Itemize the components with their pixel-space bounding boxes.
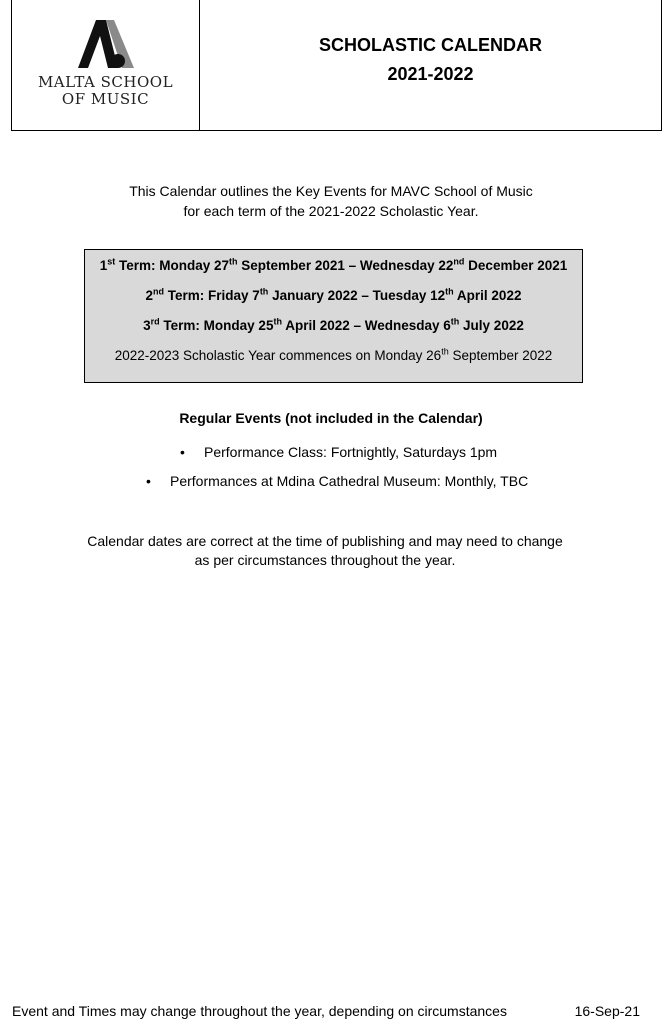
logo-cell (12, 0, 200, 130)
term-1: 1st Term: Monday 27th September 2021 – Wednesday 22nd December 2021 (99, 256, 568, 273)
header-table (11, 0, 662, 131)
school-logo-icon (76, 18, 136, 70)
bullet-icon: • (146, 473, 151, 489)
page-title: SCHOLASTIC CALENDAR (319, 35, 542, 55)
note-line-1: Calendar dates are correct at the time of publishing and may need to change (87, 533, 563, 549)
footer-date: 16-Sep-21 (574, 1003, 640, 1019)
logo-line-2: OF MUSIC (61, 90, 150, 108)
title-cell (200, 0, 661, 130)
intro-paragraph (0, 181, 662, 221)
disclaimer-note (0, 532, 650, 570)
regular-events-heading: Regular Events (not included in the Calendar) (179, 410, 483, 426)
term-3: 3rd Term: Monday 25th April 2022 – Wednesday 6th July 2022 (143, 316, 524, 333)
logo-text (38, 74, 173, 108)
intro-line-1: This Calendar outlines the Key Events for MAVC School of Music (129, 183, 533, 199)
list-item (146, 473, 528, 489)
footer-note: Event and Times may change throughout the year, depending on circumstances (12, 1003, 507, 1019)
page-subtitle-year: 2021-2022 (387, 64, 474, 84)
list-item (180, 444, 497, 460)
bullet-icon: • (180, 444, 185, 460)
logo-line-1: MALTA SCHOOL (37, 73, 174, 91)
list-item-text: Performances at Mdina Cathedral Museum: Monthly, TBC (170, 473, 529, 489)
term-2: 2nd Term: Friday 7th January 2022 – Tuesday 12th April 2022 (145, 286, 522, 303)
intro-line-2: for each term of the 2021-2022 Scholastic Year. (183, 203, 479, 219)
terms-box (84, 249, 583, 383)
list-item-text: Performance Class: Fortnightly, Saturdays 1pm (204, 444, 498, 460)
note-line-2: as per circumstances throughout the year. (194, 552, 456, 568)
next-year-commencement: 2022-2023 Scholastic Year commences on Monday 26th September 2022 (114, 346, 553, 363)
